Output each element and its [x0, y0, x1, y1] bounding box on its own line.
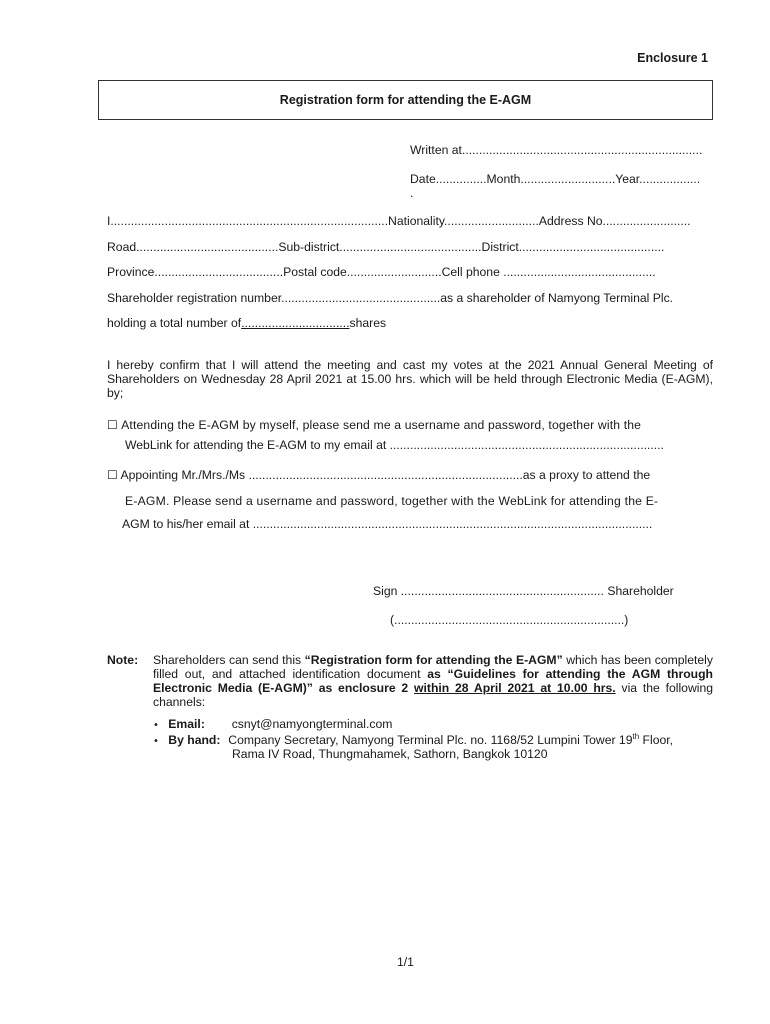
province-postal-phone-field[interactable]: Province......................................Postal code............................Cell phone ............................................. — [107, 265, 656, 279]
by-hand-label: By hand: — [168, 733, 221, 747]
total-shares-field[interactable]: ................................ — [241, 316, 350, 330]
written-at-field[interactable]: Written at....................................................................... — [410, 143, 703, 157]
option1-text-line2: WebLink for attending the E-AGM to my email at ................................................................................. — [125, 438, 664, 452]
total-shares-prefix: holding a total number of — [107, 316, 242, 330]
enclosure-label: Enclosure 1 — [637, 51, 708, 65]
date-field[interactable]: Date...............Month............................Year.................. — [410, 172, 701, 186]
signature-line[interactable]: Sign ............................................................ Shareholder — [373, 584, 674, 598]
option-attend-myself — [107, 418, 641, 433]
option2-text-line2: E-AGM. Please send a username and password, together with the WebLink for attending the E- — [125, 494, 659, 508]
option-appoint-proxy — [107, 468, 650, 483]
email-value[interactable]: csnyt@namyongterminal.com — [231, 717, 393, 731]
note-paragraph — [153, 653, 713, 709]
by-hand-address-2: Floor, — [639, 733, 674, 747]
bullet-icon: • — [153, 736, 159, 747]
date-field-tail: . — [410, 186, 414, 200]
note-text-1: Shareholders can send this — [153, 653, 305, 667]
by-hand-address-line2: Rama IV Road, Thungmahamek, Sathorn, Bangkok 10120 — [232, 747, 548, 761]
option1-text-line1: Attending the E-AGM by myself, please send me a username and password, together with the — [121, 418, 642, 432]
option2-text-line1: Appointing Mr./Mrs./Ms .................................................................................as a proxy to attend the — [120, 468, 651, 482]
note-text-3: via the following channels: — [153, 681, 714, 709]
note-deadline: within 28 April 2021 at 10.00 hrs. — [414, 681, 616, 695]
appoint-proxy-checkbox[interactable]: ☐ — [107, 468, 118, 482]
page-number: 1/1 — [397, 955, 414, 969]
by-hand-address-sup: th — [632, 731, 640, 741]
note-label: Note: — [107, 653, 139, 667]
attend-myself-checkbox[interactable]: ☐ — [107, 418, 118, 432]
form-title: Registration form for attending the E-AGM — [279, 93, 532, 107]
total-shares-line — [107, 316, 386, 331]
name-nationality-address-field[interactable]: I..................................................................................Nationality............................Address No.......................... — [107, 214, 691, 228]
bullet-icon: • — [153, 720, 159, 731]
email-label: Email: — [168, 717, 205, 731]
note-text-2: which has been completely filled out, and attached identification document — [153, 653, 713, 681]
signature-name-line[interactable]: (....................................................................) — [390, 613, 629, 627]
total-shares-suffix: shares — [349, 316, 387, 330]
note-text-bold-1: “Registration form for attending the E-AGM” — [304, 653, 563, 667]
confirmation-paragraph: I hereby confirm that I will attend the meeting and cast my votes at the 2021 Annual General Meeting of Shareholders on Wednesday 28 April 2021 at 15.00 hrs. which will be held through Electronic Media (E-AGM), by; — [107, 358, 713, 400]
option2-text-line3: AGM to his/her email at ...................................................................................................................... — [122, 517, 653, 531]
form-title-box — [98, 80, 713, 120]
by-hand-address-1: Company Secretary, Namyong Terminal Plc. no. 1168/52 Lumpini Tower 19 — [228, 733, 633, 747]
channel-email — [153, 717, 392, 733]
note-text-bold-2: as “Guidelines for attending the AGM through Electronic Media (E-AGM)” as enclosure 2 — [153, 667, 713, 695]
road-subdistrict-district-field[interactable]: Road..........................................Sub-district..........................................District........................................... — [107, 240, 665, 254]
shareholder-registration-field[interactable]: Shareholder registration number...............................................as a shareholder of Namyong Terminal Plc. — [107, 291, 674, 305]
